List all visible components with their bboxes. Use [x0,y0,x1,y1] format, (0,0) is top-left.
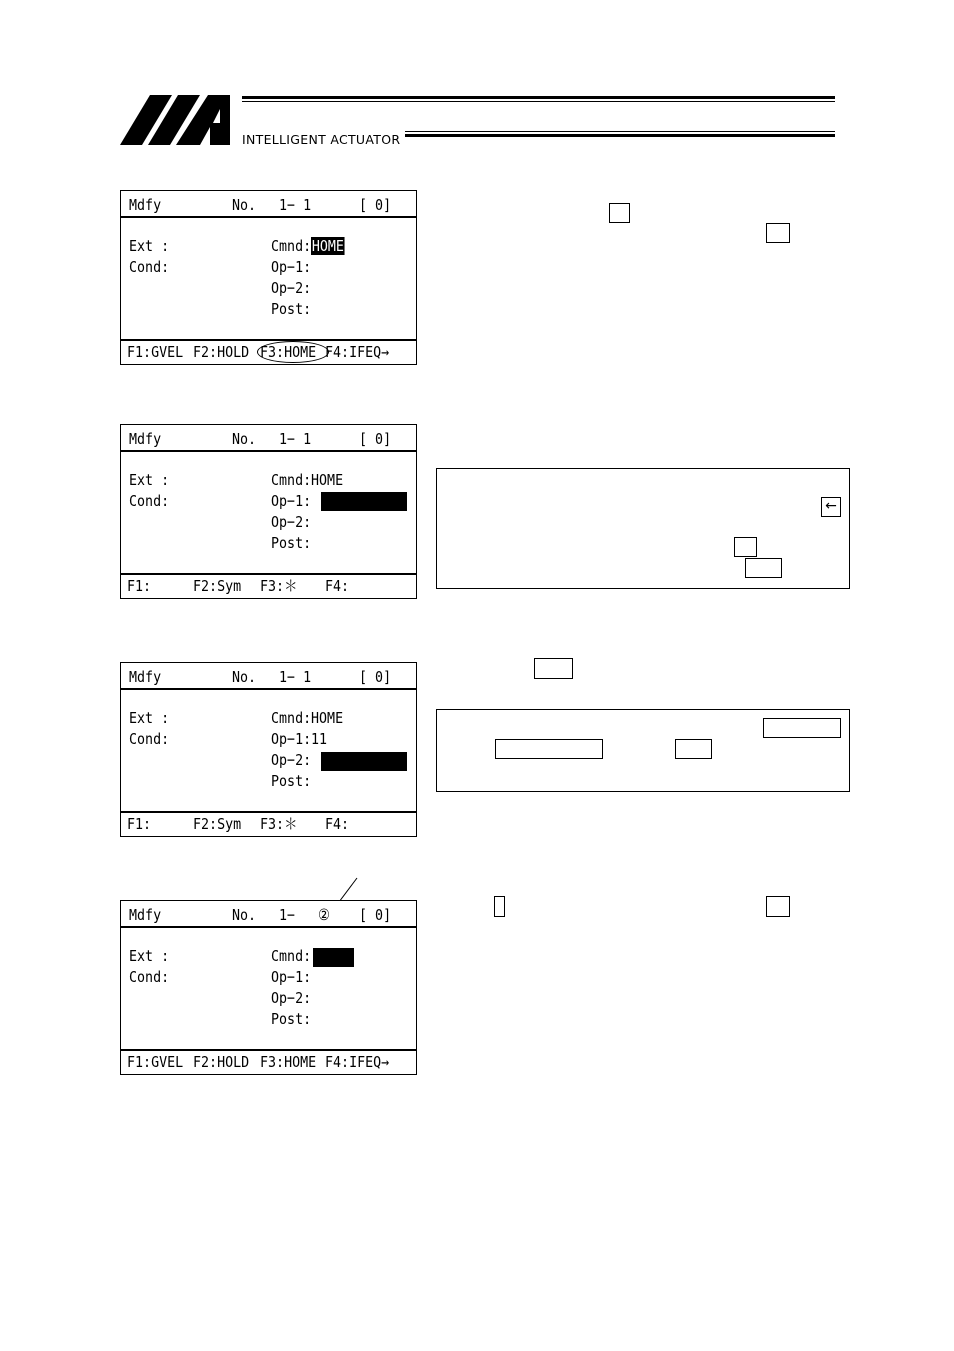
f1-key[interactable]: F1: [127,577,152,595]
f4-key[interactable]: F4:IFEQ→ [325,343,390,361]
cmnd-label: Cmnd: [271,709,312,727]
op1-label: Op−1: [271,492,312,510]
lcd-screen-4 [120,900,417,1075]
post-label: Post: [271,1010,312,1028]
title-divider [121,450,416,452]
function-bar-divider [121,339,416,341]
f1-key[interactable]: F1: [127,815,152,833]
op2-label: Op−2: [271,989,312,1007]
step-number-marker: ② [318,906,330,924]
no-value: 1− 1 [279,196,312,214]
bracket-value: [ 0] [359,196,392,214]
ext-label: Ext : [129,471,170,489]
key-box [766,896,790,917]
lcd-screen-2 [120,424,417,599]
bracket-value: [ 0] [359,906,392,924]
op2-input-cursor[interactable] [321,752,407,771]
op1-value: 11 [311,730,328,748]
iai-logo [120,93,242,147]
key-box [609,203,630,223]
bracket-value: [ 0] [359,430,392,448]
bracket-value: [ 0] [359,668,392,686]
op2-label: Op−2: [271,513,312,531]
post-label: Post: [271,772,312,790]
header-rule-bottom-1 [405,131,835,132]
screen-title: Mdfy [129,196,162,214]
cond-label: Cond: [129,968,170,986]
key-box [766,223,790,243]
header-rule-top-1 [242,96,835,99]
brand-text: INTELLIGENT ACTUATOR [242,132,401,147]
f3-key[interactable]: F3:HOME [260,343,317,361]
cmnd-label: Cmnd: [271,471,312,489]
title-divider [121,216,416,218]
op1-label: Op−1: [271,968,312,986]
back-arrow-key-icon: ← [821,497,841,517]
f2-key[interactable]: F2:HOLD [193,1053,250,1071]
function-bar-divider [121,573,416,575]
no-value: 1− [279,906,296,924]
no-label: No. [232,430,257,448]
f3-key[interactable]: F3:HOME [260,1053,317,1071]
f1-key[interactable]: F1:GVEL [127,343,184,361]
lcd-screen-3 [120,662,417,837]
op2-label: Op−2: [271,751,312,769]
cmnd-input-cursor[interactable] [313,948,354,967]
screen-title: Mdfy [129,668,162,686]
key-box [534,658,573,679]
no-value: 1− 1 [279,430,312,448]
key-box [495,739,603,759]
header-rule-top-2 [242,101,835,102]
f3-key[interactable]: F3:＊ [260,815,298,833]
op1-label: Op−1: [271,730,312,748]
f4-key[interactable]: F4: [325,577,350,595]
cond-label: Cond: [129,492,170,510]
post-label: Post: [271,534,312,552]
no-label: No. [232,906,257,924]
op2-label: Op−2: [271,279,312,297]
f1-key[interactable]: F1:GVEL [127,1053,184,1071]
f4-key[interactable]: F4:IFEQ→ [325,1053,390,1071]
cmnd-value: HOME [311,471,344,489]
f2-key[interactable]: F2:Sym [193,577,242,595]
no-value: 1− 1 [279,668,312,686]
key-box [734,537,757,557]
f3-key-circle-marker [257,341,329,363]
cond-label: Cond: [129,258,170,276]
f2-key[interactable]: F2:Sym [193,815,242,833]
screen-title: Mdfy [129,906,162,924]
function-bar-divider [121,1049,416,1051]
f3-key[interactable]: F3:＊ [260,577,298,595]
header-rule-bottom-2 [405,134,835,137]
key-box [675,739,712,759]
no-label: No. [232,196,257,214]
ext-label: Ext : [129,947,170,965]
cmnd-label: Cmnd: [271,237,312,255]
screen-title: Mdfy [129,430,162,448]
key-box [494,896,505,917]
op1-label: Op−1: [271,258,312,276]
ext-label: Ext : [129,237,170,255]
function-bar-divider [121,811,416,813]
note-box-1 [436,468,850,589]
cmnd-value: HOME [311,709,344,727]
f4-key[interactable]: F4: [325,815,350,833]
no-label: No. [232,668,257,686]
title-divider [121,926,416,928]
ext-label: Ext : [129,709,170,727]
lcd-screen-1 [120,190,417,365]
cond-label: Cond: [129,730,170,748]
key-box [763,718,841,738]
op1-input-cursor[interactable] [321,492,407,511]
post-label: Post: [271,300,312,318]
f2-key[interactable]: F2:HOLD [193,343,250,361]
cmnd-value-highlighted[interactable]: HOME [311,237,344,255]
title-divider [121,688,416,690]
key-box [745,558,782,578]
cmnd-label: Cmnd: [271,947,312,965]
